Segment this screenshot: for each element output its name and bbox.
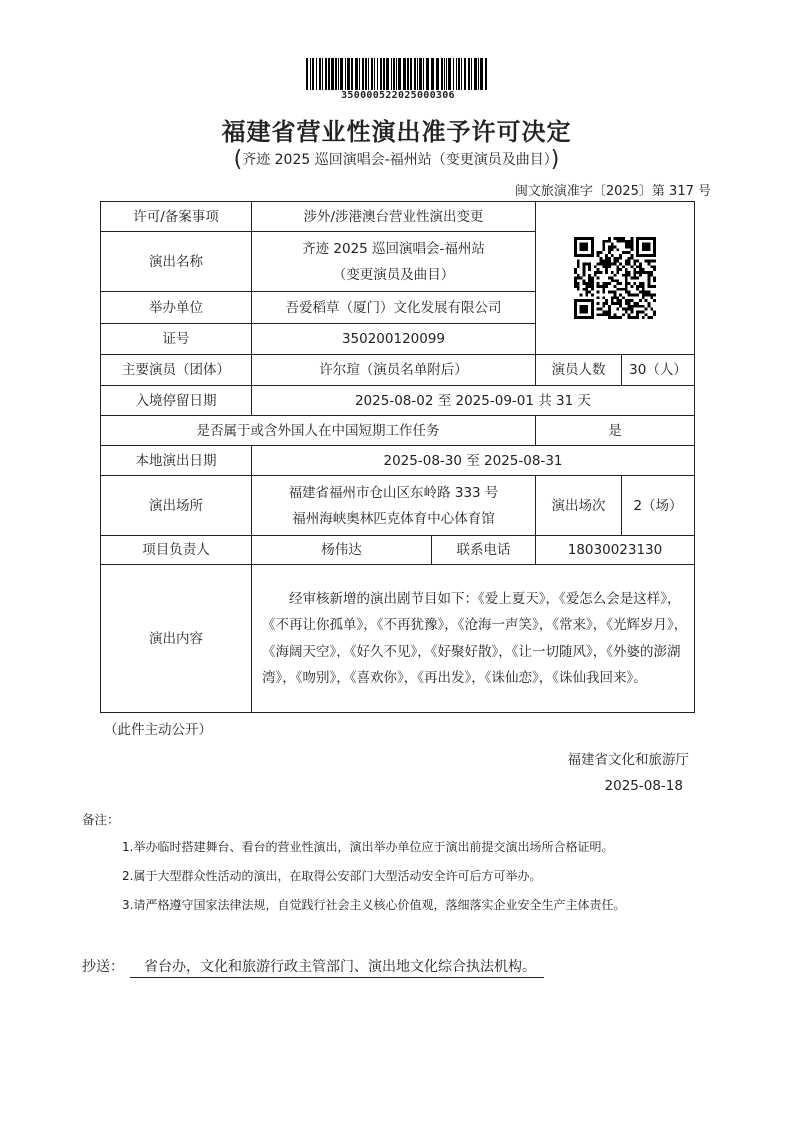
document-subtitle (0, 147, 793, 172)
public-note: （此件主动公开） (104, 722, 212, 738)
sessions-value: 2（场） (622, 476, 695, 536)
document-title: 福建省营业性演出准予许可决定 (221, 118, 572, 146)
manager-value: 杨伟达 (252, 536, 432, 565)
subtitle-paren-open: ( (233, 147, 243, 172)
remarks-label: 备注： (82, 812, 120, 827)
qr-code-image (574, 237, 656, 319)
permit-type-label: 许可/备案事项 (101, 202, 252, 232)
cc-line (82, 956, 544, 978)
cert-no-value: 350200120099 (252, 324, 536, 355)
foreign-worker-label: 是否属于或含外国人在中国短期工作任务 (101, 416, 536, 446)
show-name-value (252, 232, 536, 292)
remark-item: 3.请严格遵守国家法律法规，自觉践行社会主义核心价值观，落细落实企业安全生产主体责任。 (122, 898, 626, 912)
performer-count-label: 演员人数 (536, 355, 622, 386)
content-text: 经审核新增的演出剧节目如下：《爱上夏天》，《爱怎么会是这样》，《不再让你孤单》，《不再犹豫》，《沧海一声笑》，《常来》，《光辉岁月》，《海阔天空》，《好久不见》，《好聚好散》，《让一切随风》，《外婆的澎湖湾》，《吻别》，《喜欢你》，《再出发》，《诛仙恋》，《诛仙我回来》。 (262, 590, 688, 686)
performers-value: 许尔瑄（演员名单附后） (252, 355, 536, 386)
subtitle-paren-close: ) (550, 147, 560, 172)
cc-label: 抄送： (82, 959, 124, 975)
permit-table (100, 201, 695, 713)
cc-recipients: 省台办，文化和旅游行政主管部门、演出地文化综合执法机构。 (130, 956, 544, 978)
organizer-value: 吾爱稻草（厦门）文化发展有限公司 (252, 292, 536, 324)
cert-no-label: 证号 (101, 324, 252, 355)
manager-label: 项目负责人 (101, 536, 252, 565)
show-name-line1: 齐迹 2025 巡回演唱会-福州站 (302, 240, 485, 257)
sessions-label: 演出场次 (536, 476, 622, 536)
issuer-name: 福建省文化和旅游厅 (567, 752, 689, 768)
barcode-image (306, 58, 490, 90)
venue-label: 演出场所 (101, 476, 252, 536)
local-dates-value: 2025-08-30 至 2025-08-31 (252, 446, 695, 476)
foreign-worker-value: 是 (536, 416, 695, 446)
permit-type-value: 涉外/涉港澳台营业性演出变更 (252, 202, 536, 232)
document-number: 闽文旅演准字〔2025〕第 317 号 (514, 184, 711, 199)
stay-dates-value: 2025-08-02 至 2025-09-01 共 31 天 (252, 386, 695, 416)
content-value (252, 565, 695, 713)
show-name-line2: （变更演员及曲目） (332, 266, 455, 283)
phone-label: 联系电话 (432, 536, 536, 565)
organizer-label: 举办单位 (101, 292, 252, 324)
show-name-label: 演出名称 (101, 232, 252, 292)
local-dates-label: 本地演出日期 (101, 446, 252, 476)
performer-count-value: 30（人） (622, 355, 695, 386)
stay-dates-label: 入境停留日期 (101, 386, 252, 416)
venue-address: 福建省福州市仓山区东岭路 333 号 (288, 484, 499, 501)
barcode-number: 350000522025000306 (341, 90, 455, 101)
remark-item: 2.属于大型群众性活动的演出，在取得公安部门大型活动安全许可后方可举办。 (122, 869, 542, 883)
venue-name: 福州海峡奥林匹克体育中心体育馆 (292, 510, 495, 527)
subtitle-text: 齐迹 2025 巡回演唱会-福州站（变更演员及曲目） (242, 152, 551, 168)
issue-date: 2025-08-18 (604, 778, 683, 794)
phone-value: 18030023130 (536, 536, 695, 565)
remark-item: 1.举办临时搭建舞台、看台的营业性演出，演出举办单位应于演出前提交演出场所合格证明。 (122, 840, 614, 854)
content-label: 演出内容 (101, 565, 252, 713)
qr-code-cell (536, 202, 695, 355)
venue-value (252, 476, 536, 536)
performers-label: 主要演员（团体） (101, 355, 252, 386)
